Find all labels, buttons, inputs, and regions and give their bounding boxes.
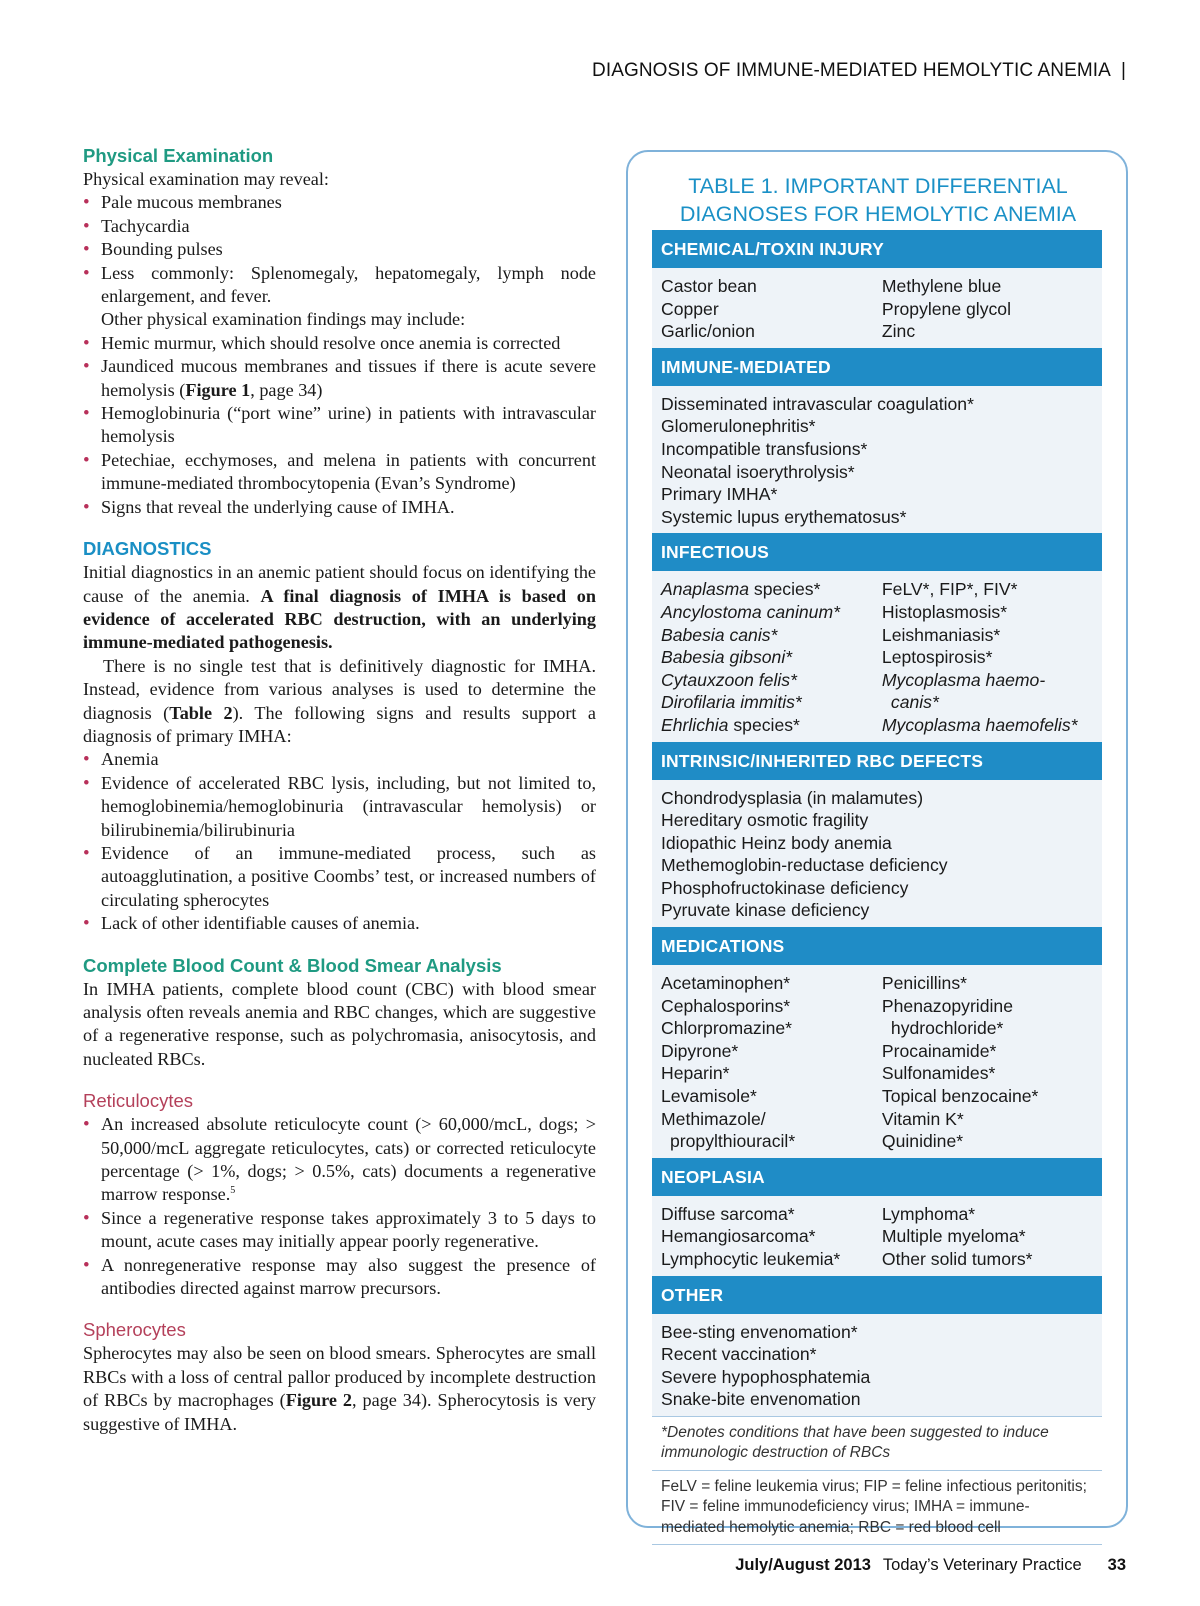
list-item: • Bounding pulses (83, 238, 596, 261)
physical-intro-other: Other physical examination findings may include: (101, 309, 466, 330)
table-cell: Penicillins* (881, 973, 967, 994)
table-cell: Mycoplasma haemofelis* (881, 714, 1078, 735)
diagnostics-list (83, 748, 596, 935)
category-medications-body (652, 965, 1102, 1158)
table-cell: Leptospirosis* (881, 647, 993, 668)
diagnostics-paragraph-1: Initial diagnostics in an anemic patient should focus on identifying the cause of the anemia. A final diagnosis of IMHA is based on evidence of accelerated RBC destruction, with an underlying immune-mediated pathogenesis. (83, 562, 596, 653)
table-reference: Table 2 (169, 702, 233, 723)
running-header (592, 60, 1126, 82)
list-item: • A nonregenerative response may also suggest the presence of antibodies directed against marrow precursors. (83, 1254, 596, 1301)
list-item: • Less commonly: Splenomegaly, hepatomegaly, lymph node enlargement, and fever. (83, 262, 596, 309)
table-cell: Propylene glycol (881, 298, 1011, 319)
table-cell: Methimazole/ (661, 1108, 766, 1129)
figure-reference: Figure 1 (185, 379, 251, 400)
table-cell: FeLV*, FIP*, FIV* (881, 579, 1018, 600)
category-medications: MEDICATIONS (652, 927, 1102, 965)
table-cell: Dipyrone* (661, 1040, 739, 1061)
table-cell: Phosphofructokinase deficiency (661, 877, 909, 898)
list-item: • Hemoglobinuria (“port wine” urine) in patients with intravascular hemolysis (83, 402, 596, 449)
physical-other-list (83, 332, 596, 519)
table-cell: Idiopathic Heinz body anemia (661, 832, 892, 853)
citation-reference: 5 (230, 1185, 236, 1197)
list-item: • Pale mucous membranes (83, 191, 596, 214)
key-statement: A final diagnosis of IMHA is based on evidence of accelerated RBC destruction, with an underlying immune-mediated pathogenesis. (83, 585, 596, 653)
table-cell: Chlorpromazine* (661, 1018, 793, 1039)
table-cell: Chondrodysplasia (in malamutes) (661, 787, 924, 808)
table-cell: Incompatible transfusions* (661, 438, 868, 459)
table-cell: Recent vaccination* (661, 1344, 817, 1365)
table-cell: Lymphocytic leukemia* (661, 1249, 841, 1269)
list-item: • Since a regenerative response takes approximately 3 to 5 days to mount, acute cases may initially appear poorly regenerative. (83, 1207, 596, 1254)
table-cell: Cephalosporins* (661, 995, 791, 1016)
table-cell: Phenazopyridine (881, 995, 1013, 1016)
table-title: TABLE 1. IMPORTANT DIFFERENTIAL DIAGNOSES FOR HEMOLYTIC ANEMIA (679, 174, 1077, 226)
list-item: • Signs that reveal the underlying cause of IMHA. (83, 496, 596, 519)
table-cell: Pyruvate kinase deficiency (661, 900, 870, 921)
table-cell: Multiple myeloma* (881, 1226, 1026, 1247)
table-cell: Systemic lupus erythematosus* (661, 506, 907, 527)
table-cell: Severe hypophosphatemia (661, 1366, 871, 1387)
table-cell: Quinidine* (881, 1131, 964, 1152)
table-cell: Methylene blue (881, 276, 1002, 296)
category-other-body (652, 1314, 1102, 1416)
physical-findings-list (83, 191, 596, 308)
list-item: • Petechiae, ecchymoses, and melena in patients with concurrent immune-mediated thrombocytopenia (Evan’s Syndrome) (83, 449, 596, 496)
table-cell: Babesia canis* (661, 624, 778, 645)
table-cell: Disseminated intravascular coagulation* (661, 393, 974, 414)
table-cell: Acetaminophen* (661, 973, 791, 994)
list-item: • Evidence of accelerated RBC lysis, including, but not limited to, hemoglobinemia/hemoglobinuria (intravascular hemolysis) or bilirubinemia/bilirubinuria (83, 772, 596, 842)
diagnostics-paragraph-2: There is no single test that is definitively diagnostic for IMHA. Instead, evidence from various analyses is used to determine the diagnosis (Table 2). The following signs and results support a diagnosis of primary IMHA: (83, 655, 596, 746)
list-item: • Tachycardia (83, 215, 596, 238)
table-cell: Ehrlichia species* (661, 714, 800, 735)
table-cell: Other solid tumors* (881, 1249, 1033, 1269)
issue-date: July/August 2013 (735, 1556, 871, 1574)
spherocytes-heading: Spherocytes (83, 1319, 186, 1341)
table-cell: Mycoplasma haemo- (881, 669, 1046, 690)
table-cell: Diffuse sarcoma* (661, 1203, 795, 1224)
table-abbreviations: FeLV = feline leukemia virus; FIP = feline infectious peritonitis; FIV = feline immunodeficiency virus; IMHA = immune-mediated hemolytic anemia; RBC = red blood cell (652, 1470, 1102, 1546)
page-number: 33 (1107, 1556, 1126, 1574)
list-item: • Hemic murmur, which should resolve once anemia is corrected (83, 332, 596, 355)
table-cell: Copper (661, 298, 719, 319)
category-intrinsic-body (652, 780, 1102, 928)
list-item: • Lack of other identifiable causes of anemia. (83, 912, 596, 935)
table-cell: Bee-sting envenomation* (661, 1321, 858, 1342)
physical-intro: Physical examination may reveal: (83, 169, 329, 189)
category-immune-body (652, 386, 1102, 534)
list-item: • Jaundiced mucous membranes and tissues if there is acute severe hemolysis (Figure 1, page 34) (83, 355, 596, 402)
header-title: DIAGNOSIS OF IMMUNE-MEDIATED HEMOLYTIC ANEMIA (592, 60, 1111, 81)
table-cell: Leishmaniasis* (881, 624, 1001, 645)
list-item: • Evidence of an immune-mediated process, such as autoagglutination, a positive Coombs’ test, or increased numbers of circulating spherocytes (83, 842, 596, 912)
cbc-heading: Complete Blood Count & Blood Smear Analysis (83, 954, 502, 976)
publication-name: Today’s Veterinary Practice (882, 1556, 1082, 1574)
table-cell: Methemoglobin-reductase deficiency (661, 855, 948, 876)
table-cell: Sulfonamides* (881, 1063, 996, 1084)
list-item: • An increased absolute reticulocyte count (> 60,000/mcL, dogs; > 50,000/mcL aggregate reticulocytes, cats) or corrected reticulocyte percentage (> 1%, dogs; > 0.5%, cats) documents a regenerative marrow response.$^5$ (83, 1113, 596, 1207)
table-cell: Cytauxzoon felis* (661, 669, 797, 690)
table-cell: Snake-bite envenomation (661, 1389, 861, 1410)
table-cell: Ancylostoma caninum* (661, 601, 840, 622)
table-cell: Anaplasma species* (661, 579, 821, 600)
category-chemical: CHEMICAL/TOXIN INJURY (652, 230, 1102, 268)
table-cell: Glomerulonephritis* (661, 416, 816, 437)
table-cell: canis* (890, 692, 939, 713)
main-column (83, 144, 596, 1436)
reticulocytes-heading: Reticulocytes (83, 1090, 194, 1112)
physical-exam-heading: Physical Examination (83, 145, 274, 166)
category-intrinsic: INTRINSIC/INHERITED RBC DEFECTS (652, 742, 1102, 780)
table-cell: Garlic/onion (661, 321, 755, 342)
figure-reference: Figure 2 (285, 1390, 352, 1411)
reticulocytes-list (83, 1113, 596, 1300)
category-immune: IMMUNE-MEDIATED (652, 348, 1102, 386)
table-cell: Heparin* (661, 1063, 730, 1084)
table-cell: Topical benzocaine* (881, 1086, 1039, 1107)
category-other: OTHER (652, 1276, 1102, 1314)
differential-diagnoses-table (652, 230, 1102, 1545)
diagnostics-heading: DIAGNOSTICS (83, 538, 212, 560)
list-item: • Anemia (83, 748, 596, 771)
cbc-paragraph: In IMHA patients, complete blood count (CBC) with blood smear analysis often reveals anemia and RBC changes, which are suggestive of a regenerative response, such as polychromasia, anisocytosis, and nucleated RBCs. (83, 978, 596, 1069)
category-infectious-body (652, 571, 1102, 741)
table-cell: hydrochloride* (890, 1018, 1004, 1039)
table-cell: Zinc (881, 321, 916, 342)
category-neoplasia-body (652, 1196, 1102, 1276)
header-separator: | (1120, 60, 1126, 81)
spherocytes-paragraph: Spherocytes may also be seen on blood smears. Spherocytes are small RBCs with a loss of central pallor produced by incomplete destruction of RBCs by macrophages (Figure 2, page 34). Spherocytosis is very suggestive of IMHA. (83, 1343, 596, 1434)
table-cell: Hereditary osmotic fragility (661, 810, 869, 831)
table-cell: Histoplasmosis* (881, 601, 1008, 622)
table-cell: Castor bean (661, 276, 757, 296)
category-neoplasia: NEOPLASIA (652, 1158, 1102, 1196)
table-cell: Dirofilaria immitis* (661, 692, 802, 713)
page-footer (735, 1556, 1126, 1575)
category-infectious: INFECTIOUS (652, 533, 1102, 571)
category-chemical-body (652, 268, 1102, 348)
table-footnote: *Denotes conditions that have been suggested to induce immunologic destruction of RBCs (652, 1416, 1102, 1470)
table-cell: Lymphoma* (881, 1203, 976, 1224)
table-cell: Levamisole* (661, 1086, 757, 1107)
table-cell: Primary IMHA* (661, 484, 778, 505)
table-cell: Hemangiosarcoma* (661, 1226, 816, 1247)
table-cell: Neonatal isoerythrolysis* (661, 461, 855, 482)
table-cell: Procainamide* (881, 1040, 997, 1061)
table-cell: Babesia gibsoni* (661, 647, 793, 668)
table-cell: Vitamin K* (881, 1108, 964, 1129)
table-cell: propylthiouracil* (670, 1131, 796, 1152)
